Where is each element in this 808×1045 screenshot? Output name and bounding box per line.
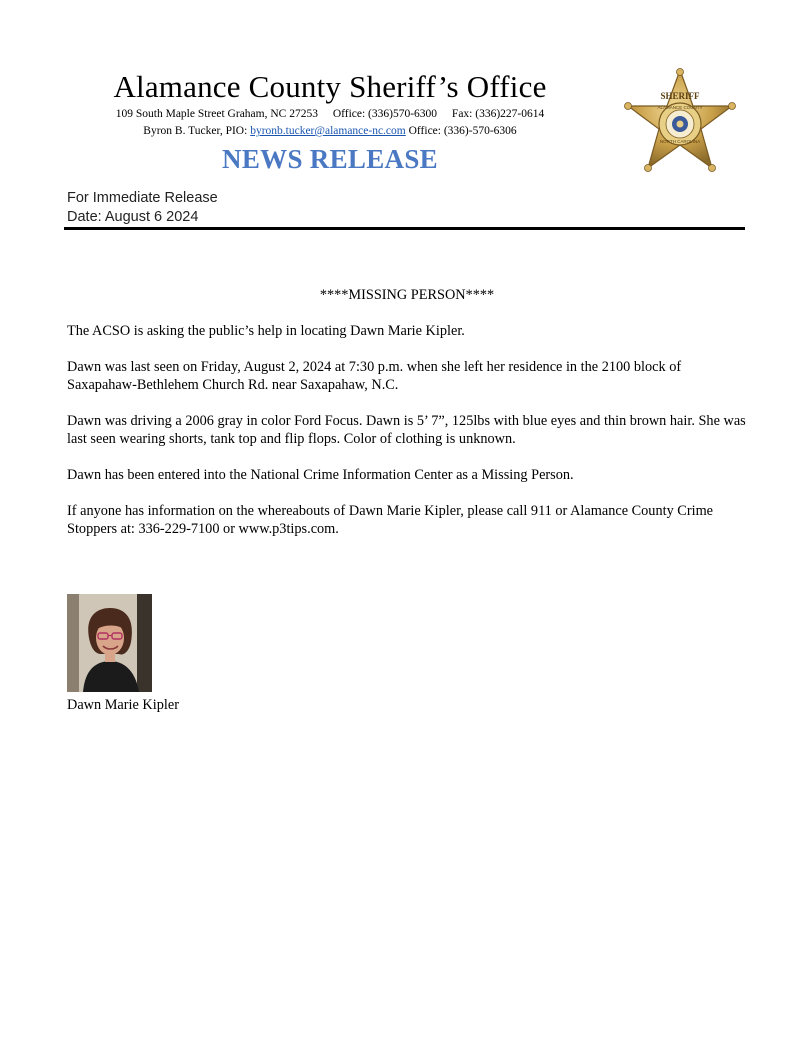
release-date: Date: August 6 2024 xyxy=(67,209,199,225)
release-body xyxy=(67,286,747,556)
pio-line xyxy=(60,123,600,140)
photo-caption: Dawn Marie Kipler xyxy=(67,697,179,713)
missing-person-headline: ****MISSING PERSON**** xyxy=(319,287,495,303)
address-line xyxy=(60,106,600,123)
body-paragraph-3: Dawn was driving a 2006 gray in color Ford Focus. Dawn is 5’ 7”, 125lbs with blue eyes and thin brown hair. She was last seen wearing shorts, tank top and flip flops. Color of clothing is unknown. xyxy=(67,413,746,447)
release-meta xyxy=(67,189,218,227)
body-paragraph-4: Dawn has been entered into the National Crime Information Center as a Missing Person. xyxy=(67,467,574,483)
body-paragraph-5: If anyone has information on the whereabouts of Dawn Marie Kipler, please call 911 or Alamance County Crime Stoppers at: 336-229-7100 or www.p3tips.com. xyxy=(67,503,714,537)
immediate-release-label: For Immediate Release xyxy=(67,190,218,206)
badge-ring-text-1: ALAMANCE COUNTY xyxy=(657,105,703,110)
header-divider xyxy=(64,227,745,230)
office-address: 109 South Maple Street Graham, NC 27253 xyxy=(115,108,318,120)
sheriff-star-badge-icon xyxy=(622,68,738,178)
office-name: Alamance County Sheriff’s Office xyxy=(113,69,547,104)
body-paragraph-1: The ACSO is asking the public’s help in locating Dawn Marie Kipler. xyxy=(67,323,465,339)
news-release-title: NEWS RELEASE xyxy=(222,144,438,174)
missing-person-photo xyxy=(67,594,152,692)
letterhead xyxy=(60,68,600,176)
pio-name: Byron B. Tucker, PIO: xyxy=(143,125,248,137)
body-paragraph-2: Dawn was last seen on Friday, August 2, 2024 at 7:30 p.m. when she left her residence in the 2100 block of Saxapahaw-Bethlehem Church Rd. near Saxapahaw, N.C. xyxy=(67,359,682,393)
badge-top-text: SHERIFF xyxy=(660,91,700,101)
pio-email-link[interactable]: byronb.tucker@alamance-nc.com xyxy=(250,125,406,137)
pio-phone: Office: (336)-570-6306 xyxy=(408,125,517,137)
office-fax: Fax: (336)227-0614 xyxy=(451,108,545,120)
badge-ring-text-2: NORTH CAROLINA xyxy=(659,139,701,144)
office-phone: Office: (336)570-6300 xyxy=(332,108,438,120)
